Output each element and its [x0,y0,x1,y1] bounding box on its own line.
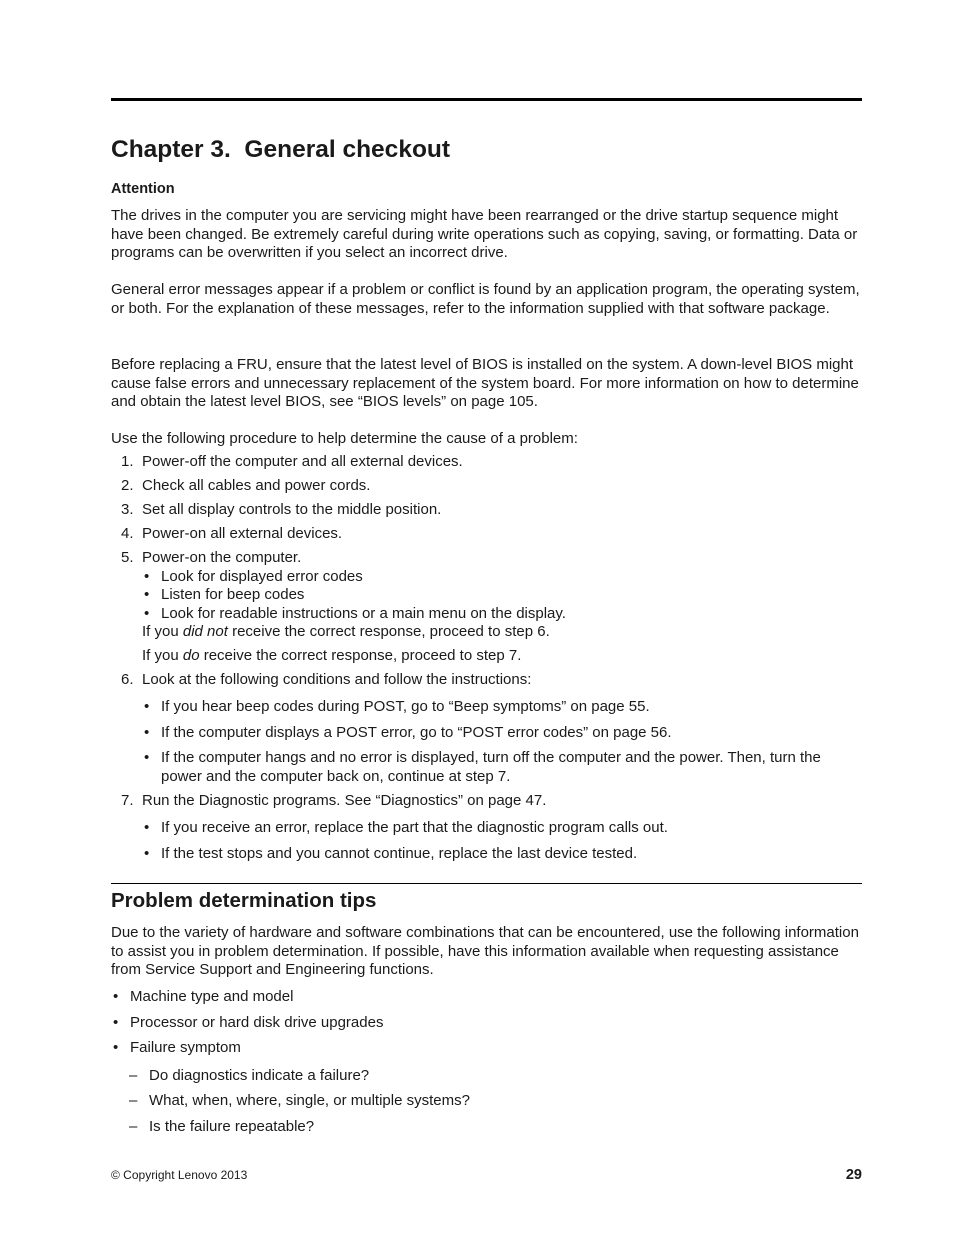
step-2 [111,477,862,496]
top-rule [111,98,862,101]
step-3 [111,501,862,520]
list-item: • If you hear beep codes during POST, go to “Beep symptoms” on page 55. [144,698,650,715]
step-7 [111,792,862,864]
footer-copyright: © Copyright Lenovo 2013 [111,1168,248,1182]
section-title: Problem determination tips [111,889,377,912]
step-number: 4. [121,525,134,542]
bullet-icon: • [144,749,150,766]
list-item: • Listen for beep codes [144,586,305,603]
bullet-icon: • [144,604,150,622]
step-text: Run the Diagnostic programs. See “Diagnostics” on page 47. [142,791,547,809]
bullet-icon: • [144,567,150,585]
step-number: 2. [121,477,134,494]
dash-icon: – [129,1117,138,1135]
list-item: • If the test stops and you cannot continue, replace the last device tested. [144,844,638,862]
step-5-note-did-not: If you did not receive the correct response, proceed to step 6. [142,623,550,640]
section-intro: Due to the variety of hardware and software combinations that can be encountered, use the following information to assist you in problem determination. If possible, have this information available when requesting assistance from Service Support and Engineering functions. [111,924,859,978]
step-number: 6. [121,670,134,688]
failure-symptom-subitems [111,1067,862,1137]
bullet-icon: • [113,1013,119,1031]
section-rule [111,883,862,884]
chapter-title: Chapter 3. General checkout [111,136,451,163]
attention-heading: Attention [111,181,175,197]
step-number: 3. [121,501,134,518]
list-item: • If the computer displays a POST error, go to “POST error codes” on page 56. [144,723,672,741]
list-item: • Failure symptom – Do diagnostics indicate a failure? – What, when, where, single, or multiple systems? – Is the failure repeatable? [111,1039,862,1136]
list-item: • Machine type and model [113,988,294,1005]
tips-list [111,988,862,1136]
paragraph-drives-warning: The drives in the computer you are servicing might have been rearranged or the drive startup sequence might have been changed. Be extremely careful during write operations such as copying, saving, or formatting. Data or programs can be overwritten if you select an incorrect drive. [111,207,858,261]
step-5-note-do: If you do receive the correct response, proceed to step 7. [142,647,522,664]
step-4 [111,525,862,544]
bullet-icon: • [144,723,150,741]
step-text: Power-on all external devices. [142,525,343,542]
bullet-icon: • [144,586,150,603]
step-5 [111,549,862,666]
bullet-icon: • [113,988,119,1005]
list-item: • If you receive an error, replace the part that the diagnostic program calls out. [144,819,668,836]
bullet-icon: • [144,844,150,862]
step-number: 1. [121,453,134,470]
step-text: Power-on the computer. [142,549,302,566]
bullet-icon: • [113,1039,119,1056]
step-number: 5. [121,549,134,566]
paragraph-procedure-intro: Use the following procedure to help determine the cause of a problem: [111,430,578,447]
step-number: 7. [121,791,134,809]
list-item: – Is the failure repeatable? [129,1117,315,1135]
step-text: Look at the following conditions and follow the instructions: [142,670,532,688]
page-number: 29 [845,1167,862,1183]
dash-icon: – [129,1092,138,1109]
list-item: • Look for readable instructions or a main menu on the display. [144,604,566,622]
bullet-icon: • [144,698,150,715]
list-item: – What, when, where, single, or multiple systems? [129,1092,470,1109]
paragraph-bios: Before replacing a FRU, ensure that the latest level of BIOS is installed on the system. A down-level BIOS might cause false errors and unnecessary replacement of the system board. For more information on how to determine and obtain the latest level BIOS, see “BIOS levels” on page 105. [111,356,859,410]
step-6-bullets [142,698,862,786]
step-5-bullets [142,568,862,624]
list-item: • Processor or hard disk drive upgrades [113,1013,384,1031]
step-text: Power-off the computer and all external devices. [142,453,463,470]
step-text: Check all cables and power cords. [142,477,371,494]
list-item: • If the computer hangs and no error is displayed, turn off the computer and the power. Then, turn the power and the computer back on, continue at step 7. [144,749,821,785]
list-item: • Look for displayed error codes [144,567,363,585]
dash-icon: – [129,1066,138,1084]
step-7-bullets [142,819,862,863]
procedure-steps [111,453,862,863]
step-6 [111,671,862,787]
bullet-icon: • [144,819,150,836]
paragraph-error-messages: General error messages appear if a problem or conflict is found by an application program, the operating system, or both. For the explanation of these messages, refer to the information supplied with that software package. [111,281,860,317]
step-1 [111,453,862,472]
step-text: Set all display controls to the middle position. [142,501,442,518]
list-item: – Do diagnostics indicate a failure? [129,1066,370,1084]
